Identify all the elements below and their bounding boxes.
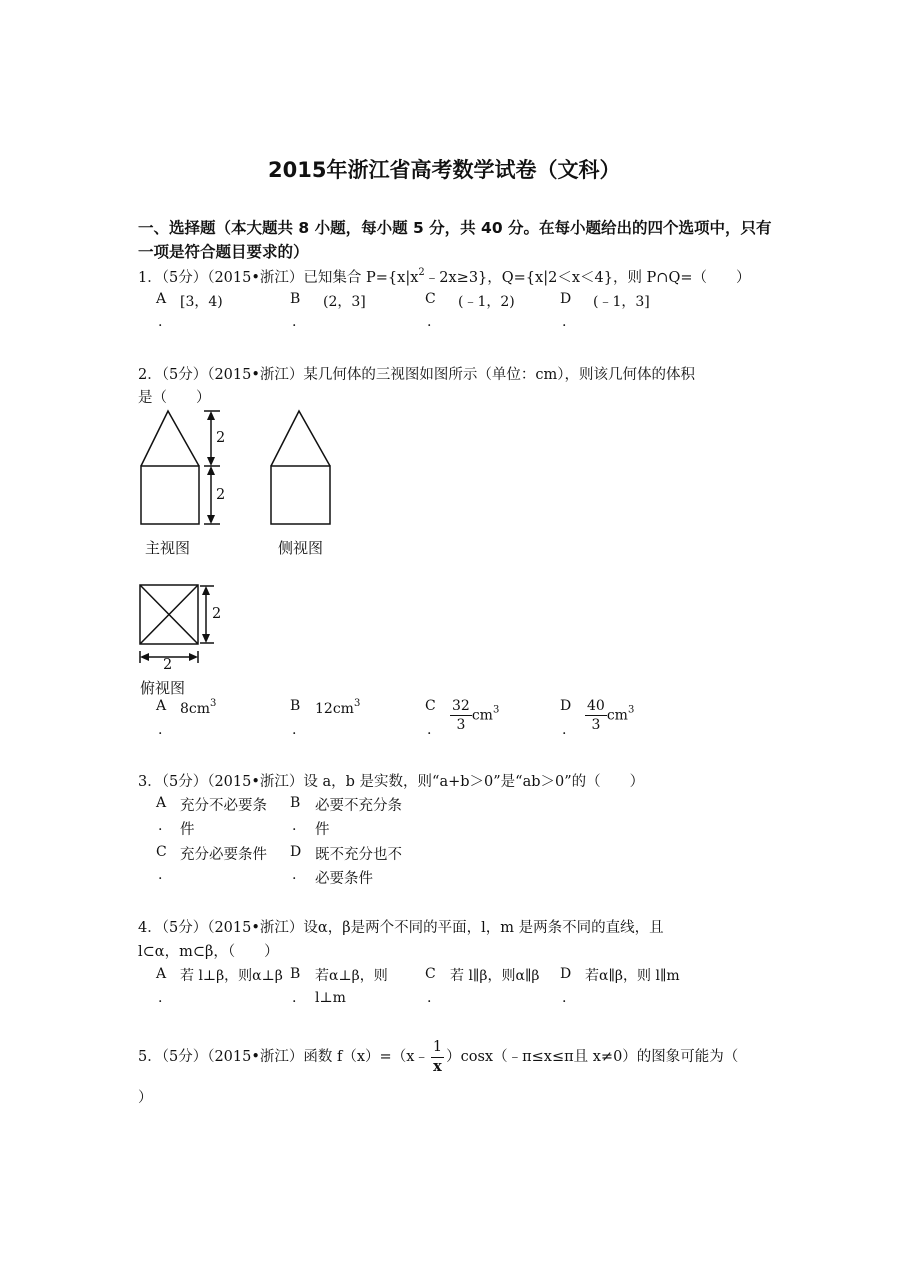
- front-view-label: 主视图: [145, 539, 191, 557]
- q1-option-c-letter: C: [425, 291, 436, 307]
- q1-option-dot: .: [292, 314, 297, 330]
- q2-option-a-text: [180, 698, 216, 717]
- q2-option-c-exponent: 3: [492, 704, 500, 716]
- q2-option-d-denominator: 3: [591, 717, 601, 733]
- question-1-exponent: 2: [418, 267, 425, 278]
- q2-option-a-value: 8cm: [180, 701, 211, 717]
- q4-option-d-letter: D: [560, 966, 572, 982]
- q2-option-c-denominator: 3: [456, 717, 466, 733]
- question-5-stem-b: ）cosx（﹣π≤x≤π且 x≠0）的图象可能为（: [446, 1049, 739, 1065]
- q4-option-b-letter: B: [290, 966, 301, 982]
- q2-option-dot: .: [427, 722, 432, 738]
- q4-option-b-text: 若α⊥β，则: [315, 968, 388, 984]
- q3-option-c-letter: C: [156, 844, 167, 860]
- q3-option-b-letter: B: [290, 795, 301, 811]
- q2-option-b-letter: B: [290, 698, 301, 714]
- q1-option-b-text: (2，3]: [323, 294, 366, 310]
- q3-option-dot: .: [292, 818, 297, 834]
- q2-option-d-fraction: [585, 699, 634, 732]
- top-view-diagonal: [140, 585, 198, 644]
- q4-option-c-text: 若 l∥β，则α∥β: [450, 968, 540, 984]
- side-view-box: [271, 466, 330, 524]
- q3-option-a-line1: 充分不必要条: [180, 798, 267, 814]
- q3-option-b-line2: 件: [315, 822, 330, 838]
- front-view-roof: [141, 411, 199, 466]
- q4-option-a-text: 若 l⊥β，则α⊥β: [180, 968, 283, 984]
- q2-option-c-letter: C: [425, 698, 436, 714]
- q4-option-b-text-line2: l⊥m: [315, 990, 346, 1006]
- q1-option-c-text: (﹣1，2): [458, 294, 515, 310]
- question-4-stem-line2: l⊂α，m⊂β，（ ）: [138, 944, 279, 960]
- q3-option-dot: .: [158, 867, 163, 883]
- q2-option-dot: .: [158, 722, 163, 738]
- q4-option-dot: .: [427, 990, 432, 1006]
- top-dim-label-bottom: 2: [163, 657, 173, 673]
- q2-option-a-exponent: 3: [210, 698, 217, 709]
- q2-option-dot: .: [292, 722, 297, 738]
- top-view-box: [140, 585, 198, 644]
- side-view-roof: [271, 411, 330, 466]
- q1-option-b-letter: B: [290, 291, 301, 307]
- q2-option-c-fraction: [450, 699, 499, 732]
- question-5-stem-a: 5．（5分）（2015•浙江）函数 f（x）=（x﹣: [138, 1049, 429, 1065]
- section-header-line2: 一项是符合题目要求的）: [138, 243, 309, 261]
- question-1-stem-a: 1．（5分）（2015•浙江）已知集合 P={x|x: [138, 270, 419, 286]
- q4-option-dot: .: [562, 990, 567, 1006]
- section-header-line1: 一、选择题（本大题共 8 小题，每小题 5 分，共 40 分。在每小题给出的四个选项中，只有: [138, 219, 772, 237]
- question-5-denominator: x: [433, 1057, 442, 1075]
- question-2-stem-line1: 2．（5分）（2015•浙江）某几何体的三视图如图所示（单位：cm），则该几何体的体积: [138, 367, 696, 383]
- front-view-box: [141, 466, 199, 524]
- top-view-label: 俯视图: [140, 679, 186, 697]
- question-3-stem: 3．（5分）（2015•浙江）设 a，b 是实数，则“a+b＞0”是“ab＞0”的（ ）: [138, 774, 645, 790]
- q1-option-a-text: [3，4): [180, 294, 223, 310]
- q2-option-a-letter: A: [156, 698, 167, 714]
- q2-option-c-unit: cm: [471, 707, 493, 724]
- q3-option-dot: .: [292, 867, 297, 883]
- q4-option-c-letter: C: [425, 966, 436, 982]
- q4-option-a-letter: A: [156, 966, 167, 982]
- front-dim-label-bottom: 2: [216, 487, 226, 503]
- q2-option-d-letter: D: [560, 698, 572, 714]
- q3-option-c-line1: 充分必要条件: [180, 847, 267, 863]
- q2-option-dot: .: [562, 722, 567, 738]
- page-title: 2015年浙江省高考数学试卷（文科）: [268, 158, 621, 182]
- front-dim-label-top: 2: [216, 430, 226, 446]
- q2-option-d-numerator: 40: [587, 698, 605, 714]
- q1-option-dot: .: [562, 314, 567, 330]
- q1-option-d-letter: D: [560, 291, 572, 307]
- q2-option-c-numerator: 32: [452, 698, 470, 714]
- q3-option-b-line1: 必要不充分条: [315, 798, 402, 814]
- question-5-numerator: 1: [431, 1040, 444, 1058]
- question-5-stem-line2: ）: [138, 1090, 153, 1106]
- question-5-stem: [138, 1040, 738, 1074]
- q1-option-d-text: (﹣1，3]: [593, 294, 650, 310]
- q1-option-dot: .: [427, 314, 432, 330]
- q3-option-dot: .: [158, 818, 163, 834]
- top-dim-label-right: 2: [212, 606, 222, 622]
- top-view-diagonal: [140, 585, 198, 644]
- q4-option-dot: .: [292, 990, 297, 1006]
- q2-option-b-text: [315, 698, 360, 717]
- q2-option-d-exponent: 3: [627, 704, 635, 716]
- question-2-stem-line2: 是（ ）: [138, 390, 211, 406]
- q3-option-a-line2: 件: [180, 822, 195, 838]
- q4-option-d-text: 若α∥β，则 l∥m: [585, 968, 680, 984]
- q1-option-dot: .: [158, 314, 163, 330]
- side-view-label: 侧视图: [278, 539, 324, 557]
- question-1-stem: [138, 266, 751, 287]
- q2-option-d-unit: cm: [606, 707, 628, 724]
- q2-option-b-exponent: 3: [353, 698, 361, 709]
- q1-option-a-letter: A: [156, 291, 167, 307]
- q3-option-d-line2: 必要条件: [315, 871, 373, 887]
- q3-option-a-letter: A: [156, 795, 167, 811]
- q3-option-d-letter: D: [290, 844, 302, 860]
- question-1-stem-b: ﹣2x≥3}，Q={x|2＜x＜4}，则 P∩Q=（ ）: [424, 270, 751, 286]
- q2-option-b-value: 12cm: [315, 701, 354, 717]
- question-4-stem-line1: 4．（5分）（2015•浙江）设α，β是两个不同的平面，l，m 是两条不同的直线，且: [138, 920, 664, 936]
- q3-option-d-line1: 既不充分也不: [315, 847, 402, 863]
- q4-option-dot: .: [158, 990, 163, 1006]
